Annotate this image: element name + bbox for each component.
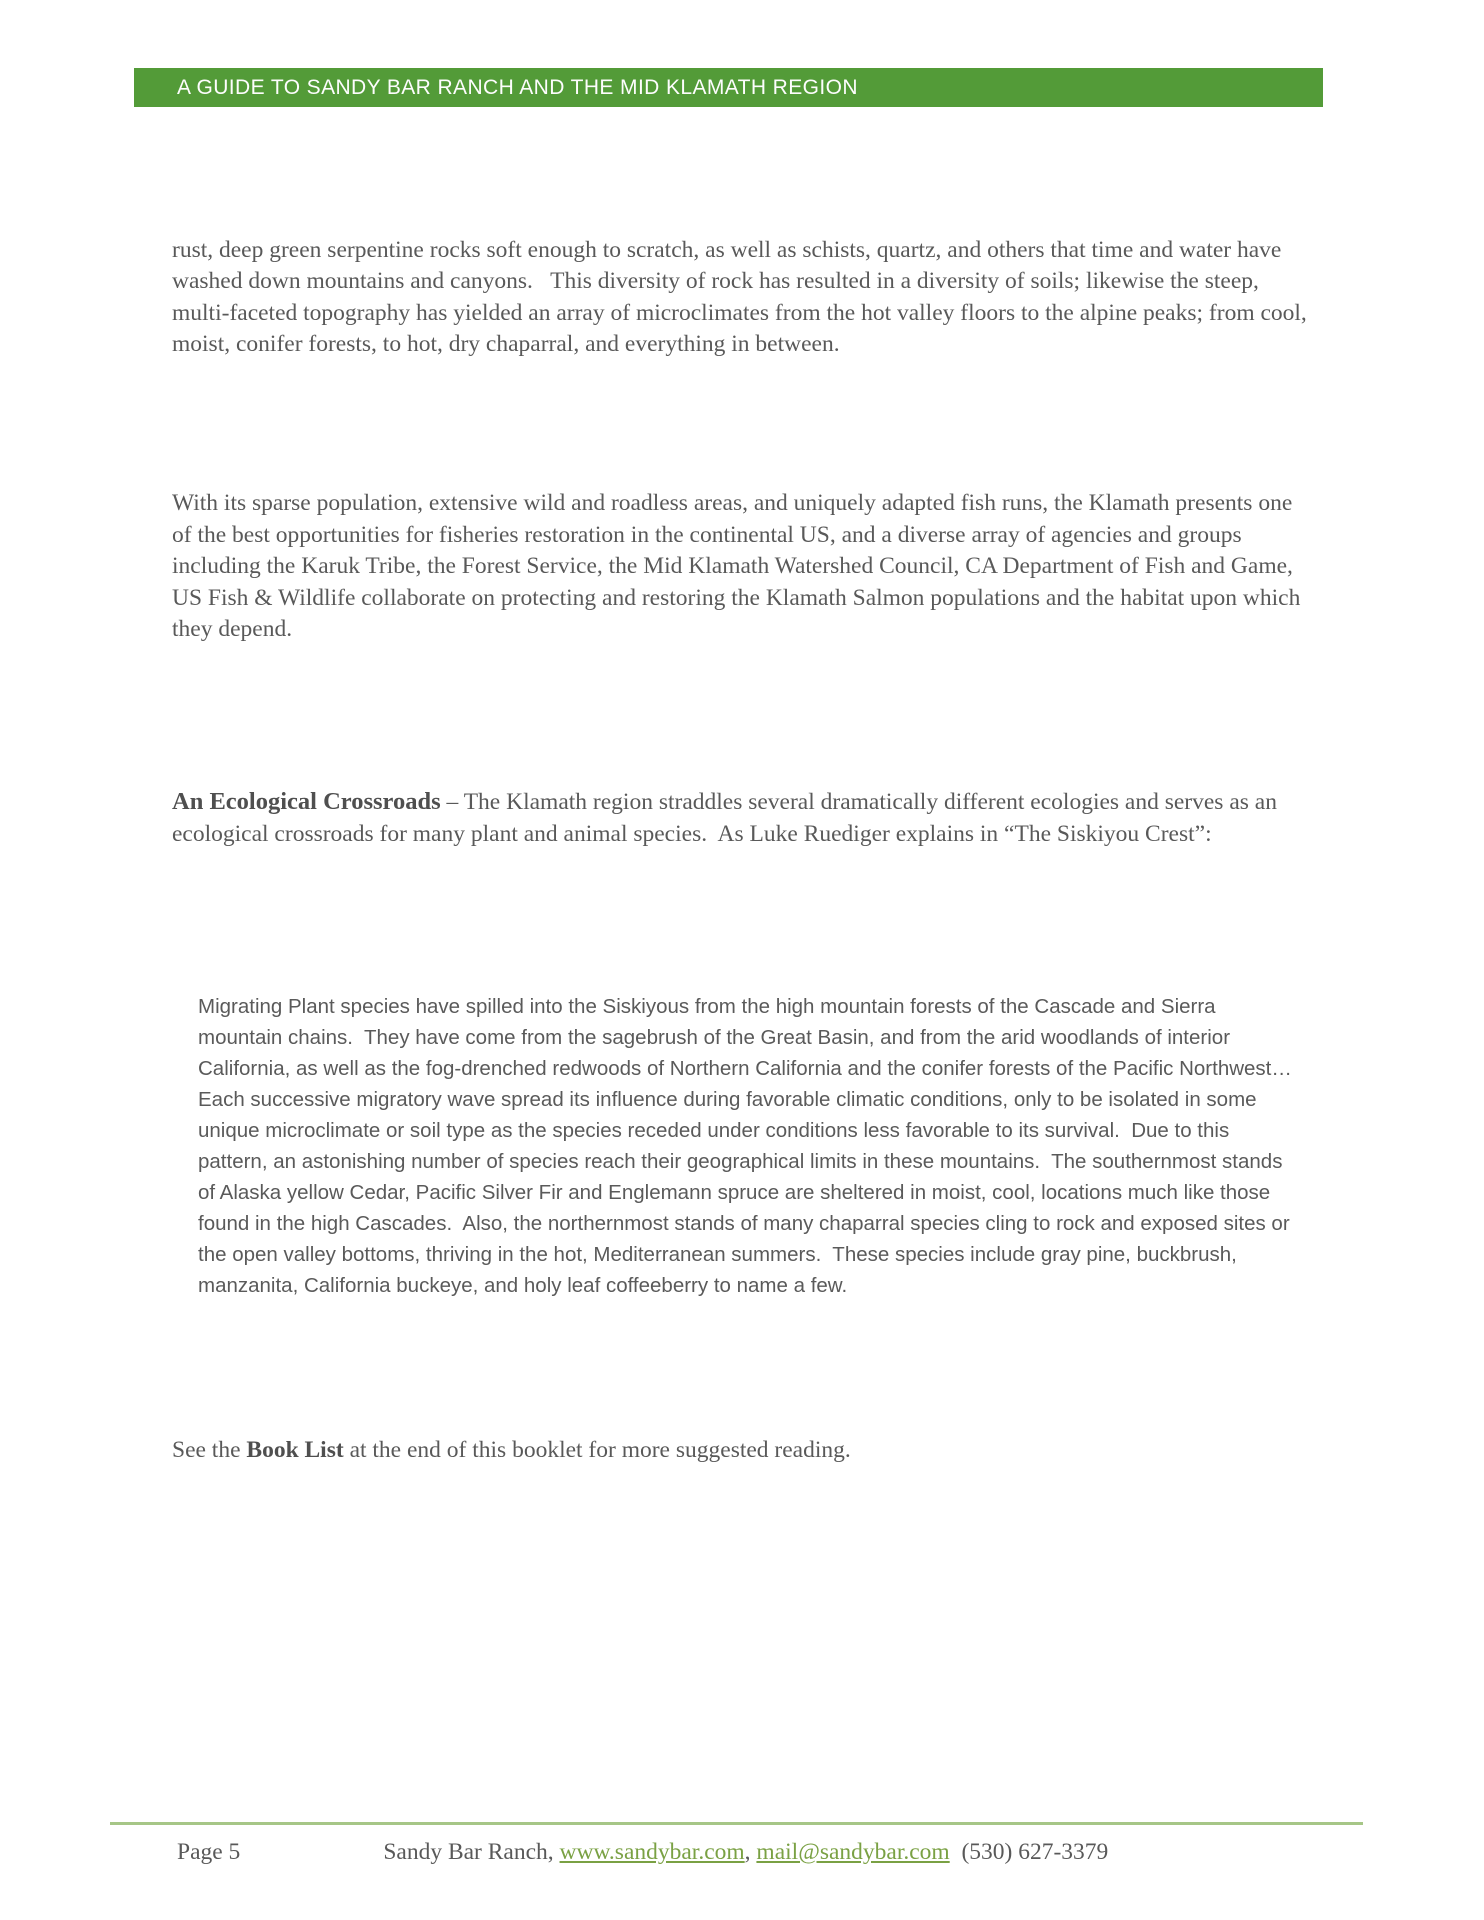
section-heading-ecological-crossroads: An Ecological Crossroads — [172, 788, 441, 815]
footer-org-name: Sandy Bar Ranch, — [383, 1839, 560, 1865]
page-body — [172, 140, 1314, 1561]
book-list-label: Book List — [246, 1437, 344, 1463]
footer-separator: , — [744, 1839, 757, 1865]
paragraph-book-list-note — [172, 1435, 1314, 1467]
block-quote-siskiyou-crest: Migrating Plant species have spilled into the Siskiyous from the high mountain forests of the Cascade and Sierra mountain chains. They have come from the sagebrush of the Great Basin, and from the arid woodlands of interior California, as well as the fog-drenched redwoods of Northern California and the conifer forests of the Pacific Northwest… Each successive migratory wave spread its influence during favorable climatic conditions, only to be isolated in some unique microclimate or soil type as the species receded under conditions less favorable to its survival. Due to this pattern, an astonishing number of species reach their geographical limits in these mountains. The southernmost stands of Alaska yellow Cedar, Pacific Silver Fir and Englemann spruce are sheltered in moist, cool, locations much like those found in the high Cascades. Also, the northernmost stands of many chaparral species cling to rock and exposed sites or the open valley bottoms, thriving in the hot, Mediterranean summers. These species include gray pine, buckbrush, manzanita, California buckeye, and holy leaf coffeeberry to name a few. — [198, 994, 1309, 1297]
paragraph-geology: rust, deep green serpentine rocks soft enough to scratch, as well as schists, quartz, and others that time and water have washed down mountains and canyons. This diversity of rock has resulted in a diversity of soils; likewise the steep, multi-faceted topography has yielded an array of microclimates from the hot valley floors to the alpine peaks; from cool, moist, conifer forests, to hot, dry chaparral, and everything in between. — [172, 236, 1313, 357]
paragraph-ecological-crossroads — [172, 786, 1314, 850]
footer-phone-number: (530) 627-3379 — [949, 1839, 1109, 1865]
page-footer — [110, 1839, 1363, 1866]
page-header-bar — [134, 68, 1323, 107]
footer-contact-line — [383, 1839, 1108, 1866]
page-number: Page 5 — [177, 1839, 241, 1865]
header-title: A GUIDE TO SANDY BAR RANCH AND THE MID KLAMATH REGION — [177, 75, 858, 99]
website-link[interactable]: www.sandybar.com — [559, 1839, 745, 1865]
book-note-pre-text: See the — [172, 1437, 247, 1463]
book-note-post-text: at the end of this booklet for more suggested reading. — [343, 1437, 851, 1463]
footer-divider-rule — [110, 1822, 1363, 1825]
paragraph-fisheries: With its sparse population, extensive wild and roadless areas, and uniquely adapted fish runs, the Klamath presents one of the best opportunities for fisheries restoration in the continental US, and a diverse array of agencies and groups including the Karuk Tribe, the Forest Service, the Mid Klamath Watershed Council, CA Department of Fish and Game, US Fish & Wildlife collaborate on protecting and restoring the Klamath Salmon populations and the habitat upon which they depend. — [172, 490, 1307, 642]
email-link[interactable]: mail@sandybar.com — [756, 1839, 950, 1865]
paragraph-ecological-crossroads-text: – The Klamath region straddles several dramatically different ecologies and serves as an ecological crossroads for many plant and animal species. As Luke Ruediger explains in “The Siskiyou Crest”: — [172, 789, 1283, 847]
